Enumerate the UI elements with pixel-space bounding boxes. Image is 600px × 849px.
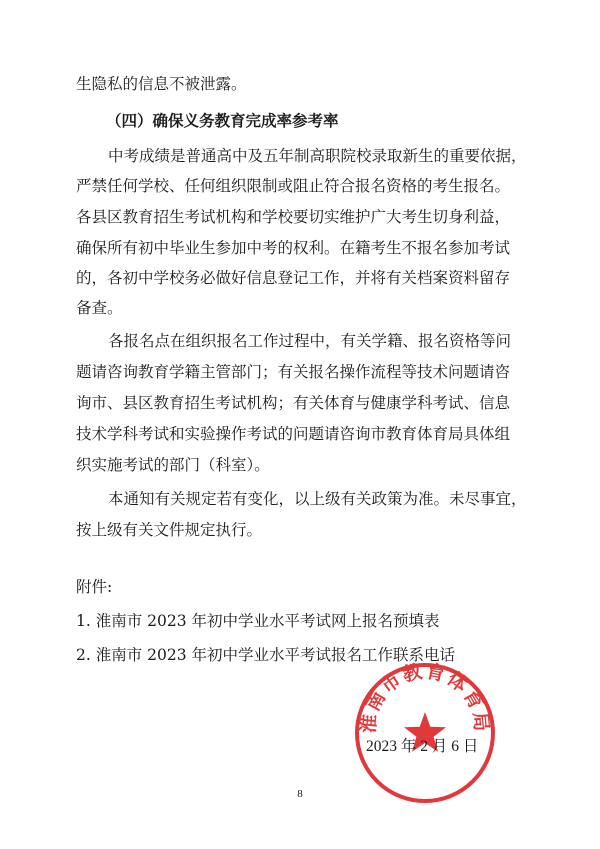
text-line-7: 的，各初中学校务必做好信息登记工作，并将有关档案资料留存 bbox=[76, 269, 511, 287]
text-line-8: 备查。 bbox=[76, 299, 123, 317]
section-heading: （四）确保义务教育完成率参考率 bbox=[106, 111, 339, 130]
text-line-3: 中考成绩是普通高中及五年制高职院校录取新生的重要依据， bbox=[108, 147, 527, 165]
attachments-label: 附件: bbox=[76, 578, 113, 596]
text-line-14: 本通知有关规定若有变化，以上级有关政策为准。未尽事宜， bbox=[108, 490, 527, 508]
attachment-item-1: 1. 淮南市 2023 年初中学业水平考试网上报名预填表 bbox=[76, 612, 440, 630]
page-number: 8 bbox=[297, 788, 303, 800]
text-line-4: 严禁任何学校、任何组织限制或阻止符合报名资格的考生报名。 bbox=[76, 177, 511, 195]
document-date: 2023 年 2 月 6 日 bbox=[366, 738, 479, 755]
text-line-10: 题请咨询教育学籍主管部门；有关报名操作流程等技术问题请咨 bbox=[76, 363, 511, 381]
text-line-12: 技术学科考试和实验操作考试的问题请咨询市教育体育局具体组 bbox=[76, 425, 511, 443]
seal-text-path: 淮南市教育体育局 bbox=[357, 660, 493, 735]
text-line-1: 生隐私的信息不被泄露。 bbox=[76, 75, 247, 93]
attachment-item-2: 2. 淮南市 2023 年初中学业水平考试报名工作联系电话 bbox=[76, 646, 456, 664]
text-line-6: 确保所有初中毕业生参加中考的权利。在籍考生不报名参加考试 bbox=[76, 239, 511, 257]
text-line-5: 各县区教育招生考试机构和学校要切实维护广大考生切身利益， bbox=[76, 208, 511, 226]
text-line-11: 询市、县区教育招生考试机构；有关体育与健康学科考试、信息 bbox=[76, 394, 511, 412]
text-line-13: 织实施考试的部门（科室）。 bbox=[76, 456, 270, 474]
official-seal bbox=[352, 660, 498, 806]
text-line-9: 各报名点在组织报名工作过程中，有关学籍、报名资格等问 bbox=[108, 332, 512, 350]
text-line-15: 按上级有关文件规定执行。 bbox=[76, 521, 263, 539]
